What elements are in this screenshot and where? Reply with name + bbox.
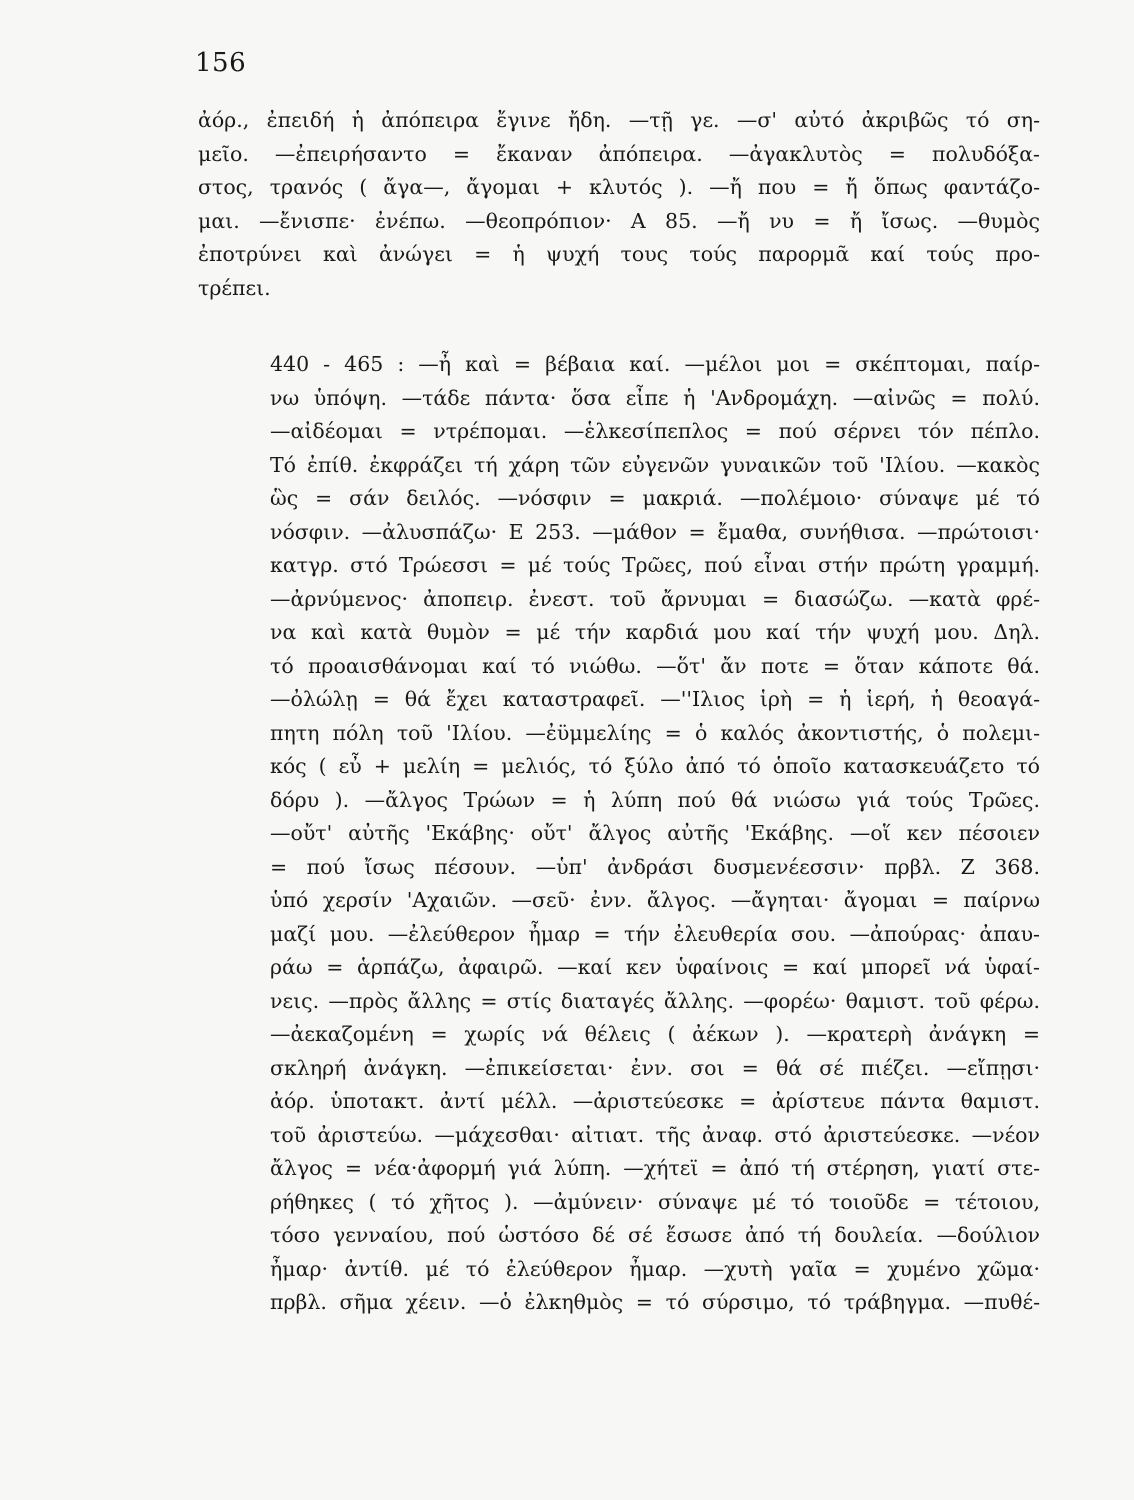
text-line: = πού ἴσως πέσουν. —ὑπ' ἀνδράσι δυσμενέεσσιν· πρβλ. Ζ 368. (270, 854, 1040, 879)
text-line: ἦμαρ· ἀντίθ. μέ τό ἐλεύθερον ἦμαρ. —χυτὴ γαῖα = χυμένο χῶμα· (270, 1256, 1040, 1281)
text-line: μαι. —ἔνισπε· ἐνέπω. —θεοπρόπιον· Α 85. —ἤ νυ = ἤ ἴσως. —θυμὸς (198, 208, 1040, 233)
text-line: 440 - 465 : —ἦ καὶ = βέβαια καί. —μέλοι μοι = σκέπτομαι, παίρ- (270, 352, 1040, 376)
text-line: σκληρή ἀνάγκη. —ἐπικείσεται· ἐνν. σοι = θά σέ πιέζει. —εἴπῃσι· (270, 1055, 1040, 1080)
text-line: —αἰδέομαι = ντρέπομαι. —ἑλκεσίπεπλος = πού σέρνει τόν πέπλο. (270, 419, 1040, 443)
text-line: ὑπό χερσίν 'Αχαιῶν. —σεῦ· ἐνν. ἄλγος. —ἄγηται· ἄγομαι = παίρνω (270, 888, 1040, 912)
text-line: μαζί μου. —ἐλεύθερον ἦμαρ = τήν ἐλευθερία σου. —ἀπούρας· ἀπαυ- (270, 921, 1040, 946)
text-line: πητη πόλη τοῦ 'Ιλίου. —ἐϋμμελίης = ὁ καλός ἀκοντιστής, ὁ πολεμι- (270, 720, 1040, 745)
text-line: —ἀεκαζομένη = χωρίς νά θέλεις ( ἀέκων ). —κρατερὴ ἀνάγκη = (270, 1022, 1040, 1046)
commentary-paragraph-1 (198, 104, 1040, 305)
text-line: —ὀλώλῃ = θά ἔχει καταστραφεῖ. —''Ιλιος ἱρὴ = ἡ ἱερή, ἡ θεοαγά- (270, 687, 1040, 711)
commentary-paragraph-2 (198, 348, 1040, 1320)
text-line: ἀόρ. ὑποτακτ. ἀντί μέλλ. —ἀριστεύεσκε = ἀρίστευε πάντα θαμιστ. (270, 1089, 1040, 1113)
text-line: —οὔτ' αὐτῆς 'Εκάβης· οὔτ' ἄλγος αὐτῆς 'Εκάβης. —οἵ κεν πέσοιεν (270, 821, 1040, 845)
text-line: μεῖο. —ἐπειρήσαντο = ἔκαναν ἀπόπειρα. —ἀγακλυτὸς = πολυδόξα- (198, 141, 1040, 166)
text-line: στος, τρανός ( ἄγα—, ἄγομαι + κλυτός ). —ἤ που = ἤ ὅπως φαντάζο- (198, 175, 1040, 199)
text-line: πρβλ. σῆμα χέειν. —ὁ ἐλκηθμὸς = τό σύρσιμο, τό τράβηγμα. —πυθέ- (270, 1290, 1040, 1314)
page-number: 156 (195, 48, 247, 78)
text-line: τρέπει. (198, 275, 271, 300)
text-line: Τό ἐπίθ. ἐκφράζει τή χάρη τῶν εὐγενῶν γυναικῶν τοῦ 'Ιλίου. —κακὸς (270, 452, 1040, 477)
text-line: —ἀρνύμενος· ἀποπειρ. ἐνεστ. τοῦ ἄρνυμαι = διασώζω. —κατὰ φρέ- (270, 586, 1040, 611)
text-line: ἐποτρύνει καὶ ἀνώγει = ἡ ψυχή τους τούς παρορμᾶ καί τούς προ- (198, 242, 1040, 266)
text-line: ρήθηκες ( τό χῆτος ). —ἀμύνειν· σύναψε μέ τό τοιοῦδε = τέτοιου, (270, 1189, 1040, 1214)
text-line: τό προαισθάνομαι καί τό νιώθω. —ὅτ' ἄν ποτε = ὅταν κάποτε θά. (270, 653, 1040, 678)
text-line: δόρυ ). —ἄλγος Τρώων = ἡ λύπη πού θά νιώσω γιά τούς Τρῶες. (270, 787, 1040, 812)
text-line: νεις. —πρὸς ἄλλης = στίς διαταγές ἄλλης. —φορέω· θαμιστ. τοῦ φέρω. (270, 988, 1040, 1013)
text-line: ὣς = σάν δειλός. —νόσφιν = μακριά. —πολέμοιο· σύναψε μέ τό (270, 486, 1040, 510)
text-line: τόσο γενναίου, πού ὡστόσο δέ σέ ἔσωσε ἀπό τή δουλεία. —δούλιον (270, 1223, 1040, 1247)
text-line: ἄλγος = νέα·ἀφορμή γιά λύπη. —χήτεϊ = ἀπό τή στέρηση, γιατί στε- (270, 1156, 1040, 1180)
text-line: κατγρ. στό Τρώεσσι = μέ τούς Τρῶες, πού εἶναι στήν πρώτη γραμμή. (270, 553, 1040, 577)
text-line: τοῦ ἀριστεύω. —μάχεσθαι· αἰτιατ. τῆς ἀναφ. στό ἀριστεύεσκε. —νέον (270, 1122, 1040, 1147)
text-line: ράω = ἁρπάζω, ἀφαιρῶ. —καί κεν ὑφαίνοις = καί μπορεῖ νά ὑφαί- (270, 955, 1040, 979)
text-line: ἀόρ., ἐπειδή ἡ ἀπόπειρα ἔγινε ἤδη. —τῇ γε. —σ' αὐτό ἀκριβῶς τό ση- (198, 108, 1040, 132)
text-line: κός ( εὖ + μελίη = μελιός, τό ξύλο ἀπό τό ὁποῖο κατασκευάζετο τό (270, 754, 1040, 778)
text-line: νω ὑπόψη. —τάδε πάντα· ὅσα εἶπε ἡ 'Ανδρομάχη. —αἰνῶς = πολύ. (270, 385, 1040, 410)
text-line: να καὶ κατὰ θυμὸν = μέ τήν καρδιά μου καί τήν ψυχή μου. Δηλ. (270, 620, 1040, 644)
text-line: νόσφιν. —ἀλυσπάζω· Ε 253. —μάθον = ἔμαθα, συνήθισα. —πρώτοισι· (270, 519, 1040, 544)
